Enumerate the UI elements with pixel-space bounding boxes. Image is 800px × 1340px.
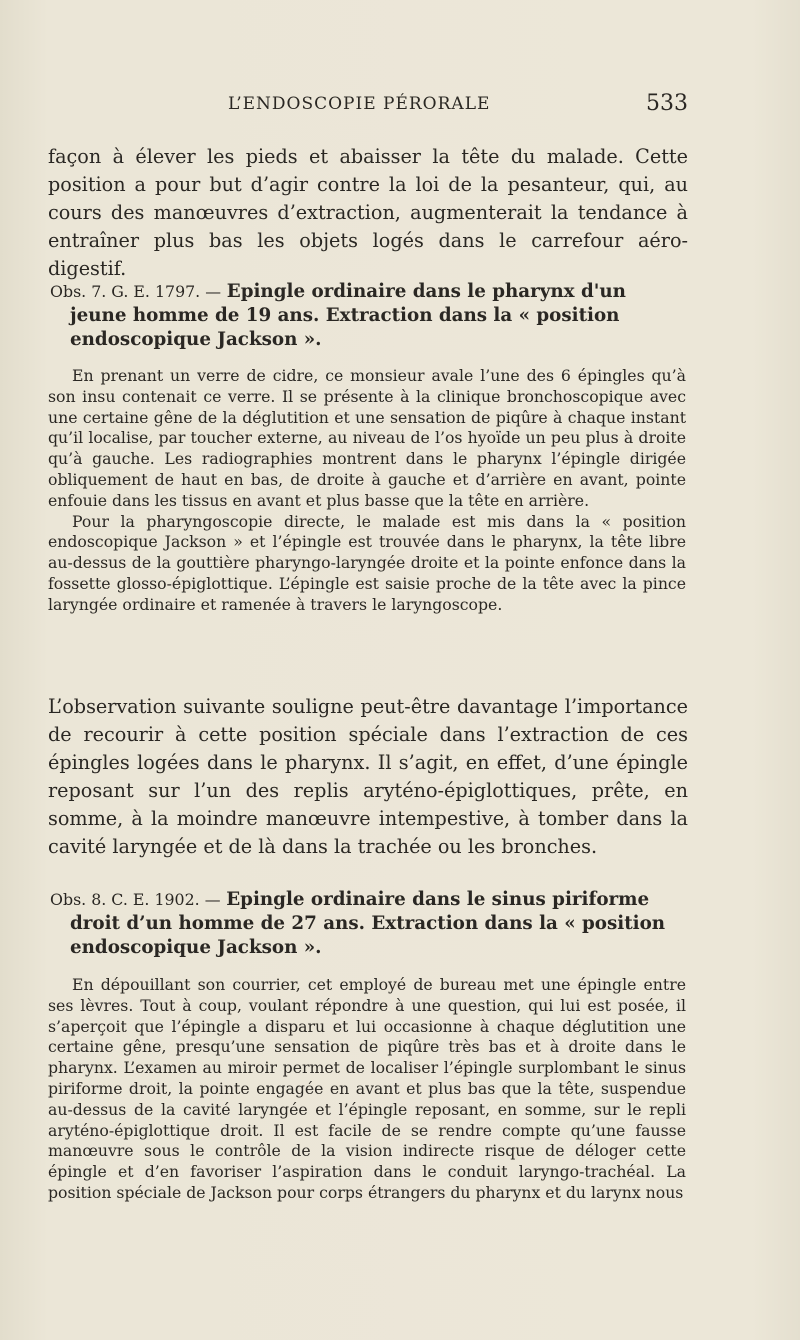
obs7-paragraph-1: En prenant un verre de cidre, ce monsieur avale l’une des 6 épingles qu’à son insu contenait ce verre. Il se présente à la clinique bronchoscopique avec une certaine gêne de la déglutition et une sensation de piqûre à chaque instant qu’il localise, par toucher externe, au niveau de l’os hyoïde un peu plus à droite qu’à gauche. Les radiographies montrent dans le pharynx l’épingle dirigée obliquement de haut en bas, de droite à gauche et d’arrière en avant, pointe enfouie dans les tissus en avant et plus basse que la tête en arrière. [48,366,686,510]
intro-paragraph: façon à élever les pieds et abaisser la tête du malade. Cette position a pour but d’agir contre la loi de la pesanteur, qui, au cours des manœuvres d’extraction, augmenterait la tendance à entraîner plus bas les objets logés dans le carrefour aéro-digestif. [48,145,688,280]
middle-paragraph: L’observation suivante souligne peut-être davantage l’importance de recourir à cette position spéciale dans l’extraction de ces épingles logées dans le pharynx. Il s’agit, en effet, d’une épingle reposant sur l’un des replis aryténo-épiglottiques, prête, en somme, à la moindre manœuvre intempestive, à tomber dans la cavité laryngée et de là dans la trachée ou les bronches. [48,695,688,858]
obs8-title-line3: endoscopique Jackson ». [70,937,322,958]
obs7-title-line2: jeune homme de 19 ans. Extraction dans la « position [70,305,620,326]
obs8-title-line1: Epingle ordinaire dans le sinus piriforme [226,889,650,910]
obs8-title-line2: droit d’un homme de 27 ans. Extraction dans la « position [70,913,666,934]
obs8-body [48,975,686,1204]
obs8-label: Obs. 8. C. E. 1902. — [50,890,221,909]
obs7-paragraph-2: Pour la pharyngoscopie directe, le malade est mis dans la « position endoscopique Jackson » et l’épingle est trouvée dans le pharynx, la tête libre au-dessus de la gouttière pharyngo-laryngée droite et la pointe enfonce dans la fossette glosso-épiglottique. L’épingle est saisie proche de la tête avec la pince laryngée ordinaire et ramenée à travers le laryngoscope. [48,511,686,614]
obs7-title-line1: Epingle ordinaire dans le pharynx d'un [226,281,626,302]
obs7-body [48,366,686,616]
obs7-title-line3: endoscopique Jackson ». [70,329,322,350]
running-title: L’ENDOSCOPIE PÉRORALE [228,94,491,114]
obs8-paragraph-1: En dépouillant son courrier, cet employé de bureau met une épingle entre ses lèvres. Tout à coup, voulant répondre à une question, qui lui est posée, il s’aperçoit que l’épingle a disparu et lui occasionne à chaque déglutition une certaine gêne, presqu’une sensation de piqûre très bas et à droite dans le pharynx. L’examen au miroir permet de localiser l’épingle surplombant le sinus piriforme droit, la pointe engagée en avant et plus bas que la tête, suspendue au-dessus de la cavité laryngée et l’épingle reposant, en somme, sur le repli aryténo-épiglottique droit. Il est facile de se rendre compte qu’une fausse manœuvre sous le contrôle de la vision indirecte risque de déloger cette épingle et d’en favoriser l’aspiration dans le conduit laryngo-trachéal. La position spéciale de Jackson pour corps étrangers du pharynx et du larynx nous [48,975,686,1202]
obs7-heading [50,280,690,352]
page-number: 533 [646,91,688,116]
running-head [48,91,688,122]
obs7-label: Obs. 7. G. E. 1797. — [50,282,222,301]
obs8-heading [50,888,690,960]
